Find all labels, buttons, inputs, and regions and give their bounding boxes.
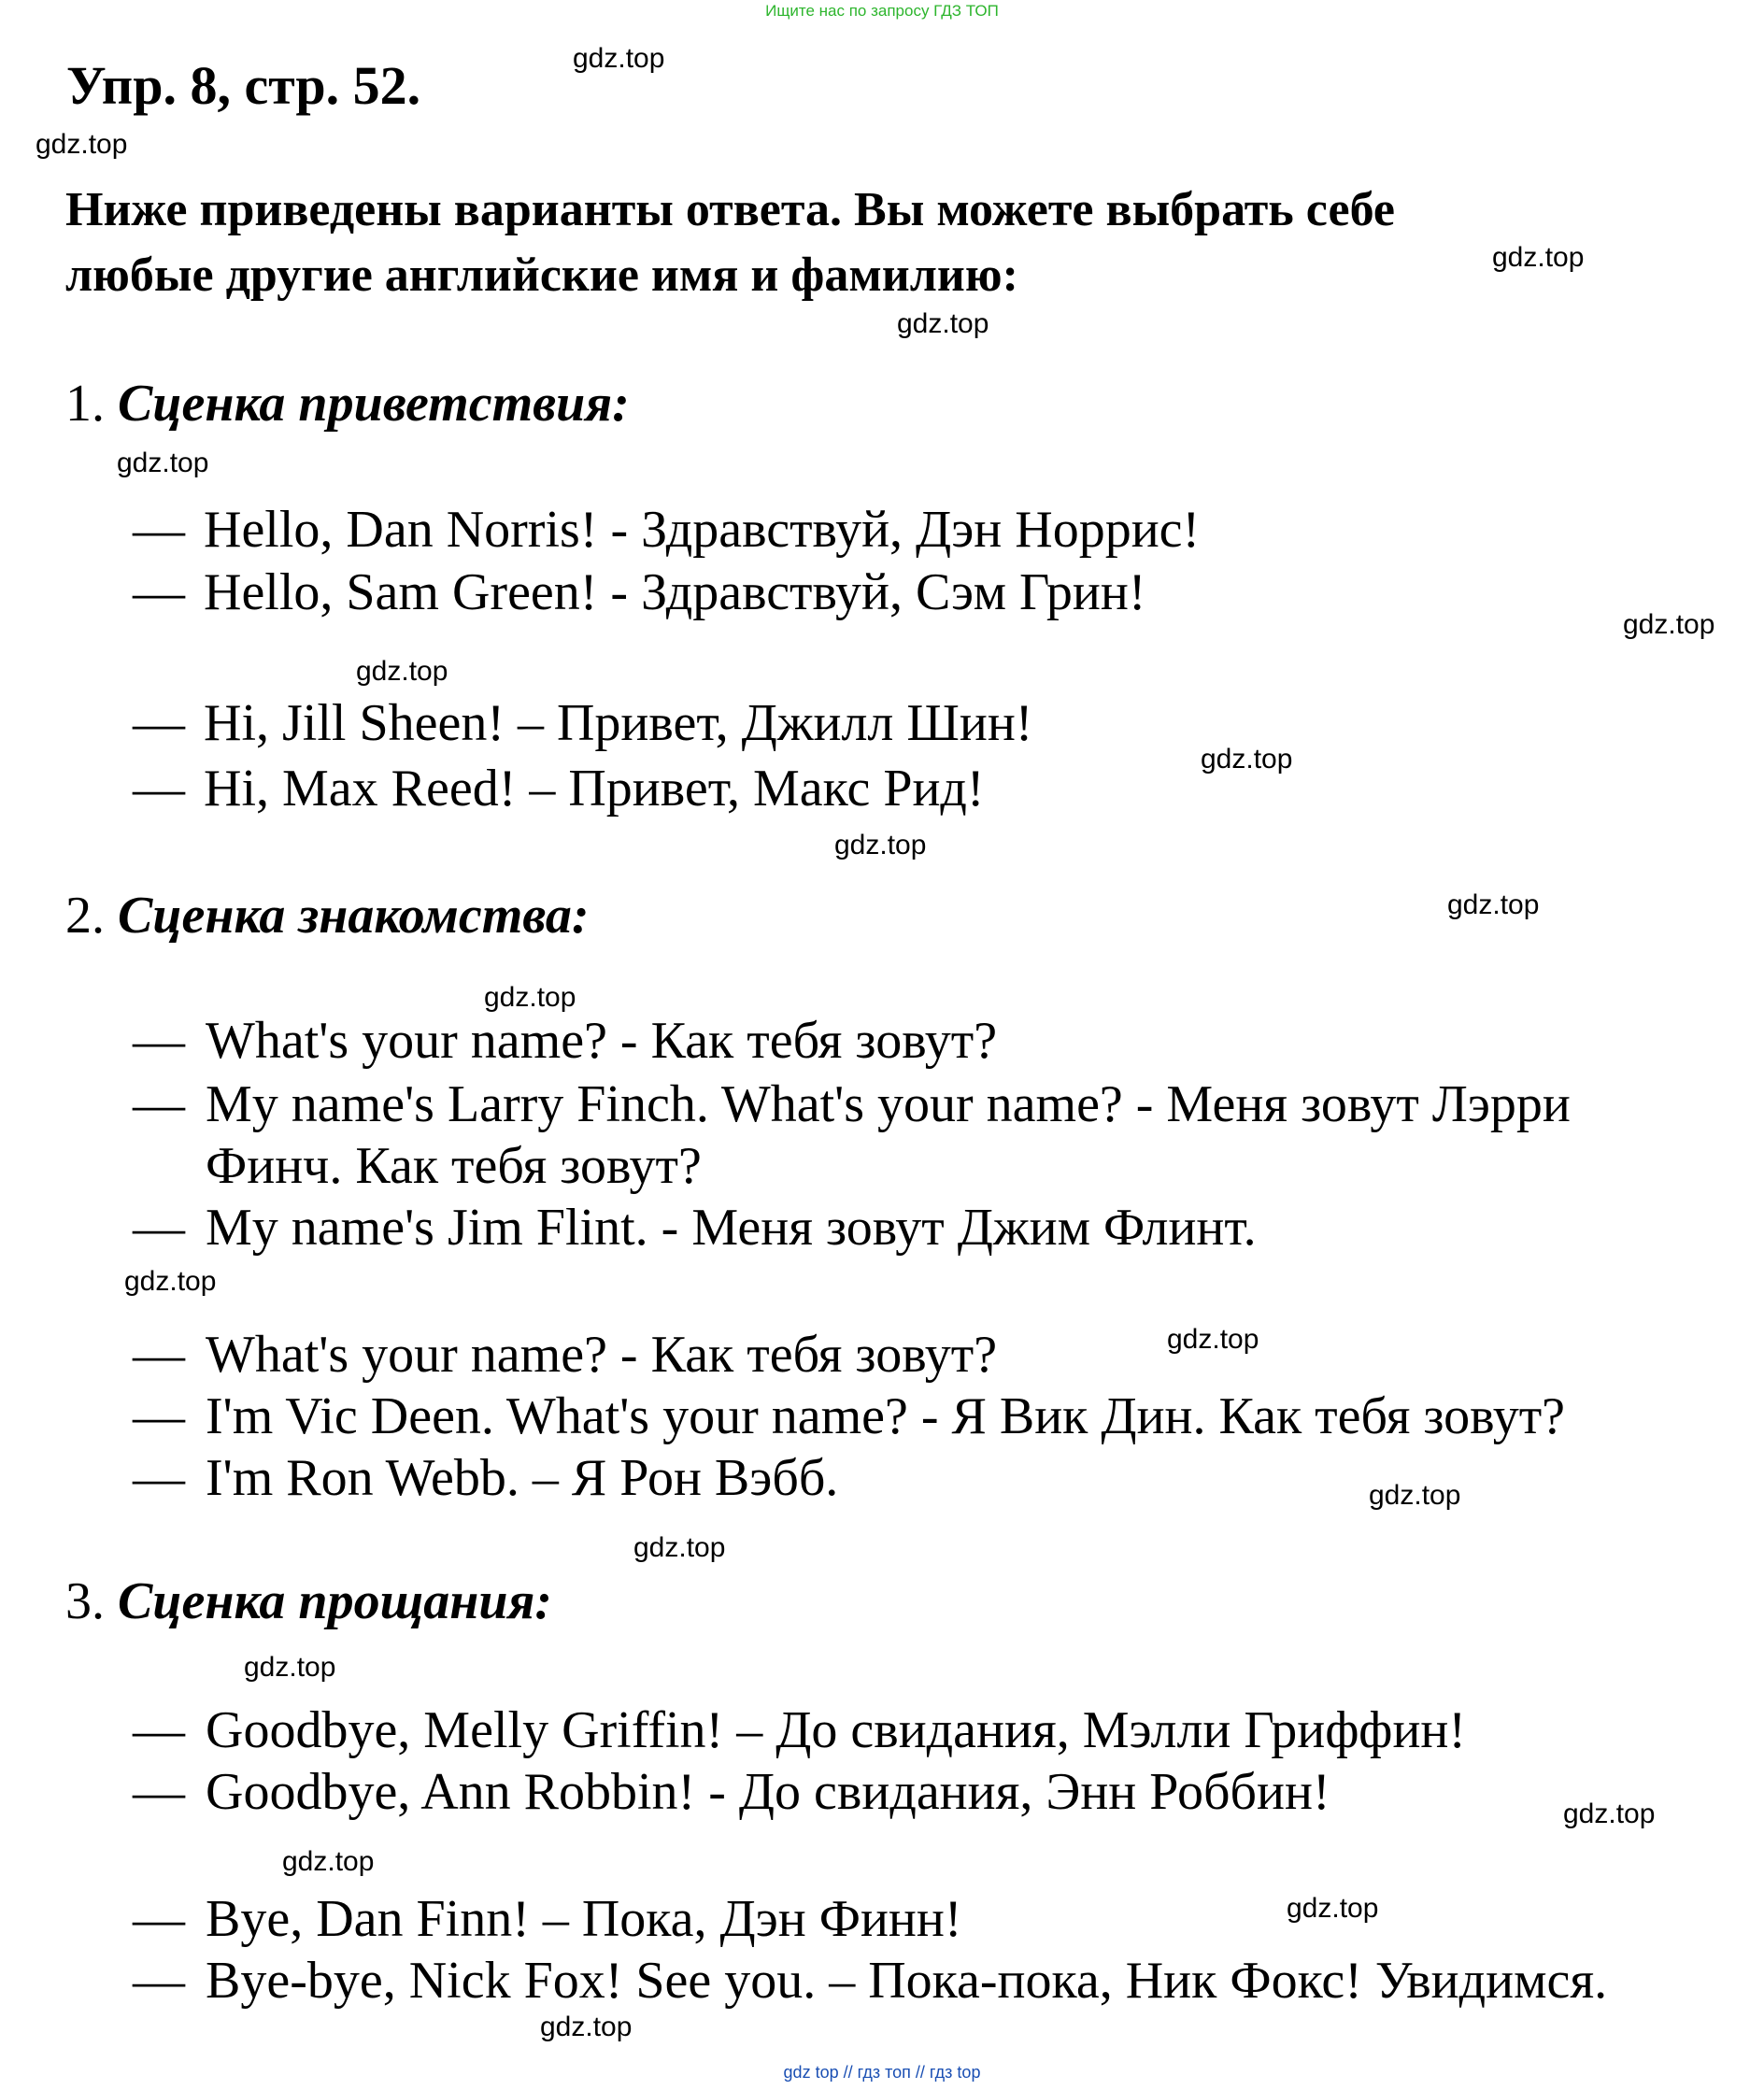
dialogue-dash: —: [133, 1449, 185, 1507]
dialogue-dash: —: [133, 1326, 185, 1384]
watermark: gdz.top: [282, 1846, 375, 1877]
watermark: gdz.top: [356, 656, 448, 687]
intro-text: [65, 178, 1395, 308]
watermark: gdz.top: [1563, 1799, 1656, 1829]
dialogue-line: Bye, Dan Finn! – Пока, Дэн Финн!: [206, 1890, 962, 1948]
watermark: gdz.top: [1201, 744, 1293, 775]
watermark: gdz.top: [244, 1652, 336, 1683]
dialogue-line: Hi, Max Reed! – Привет, Макс Рид!: [204, 760, 985, 818]
section-number: 1.: [65, 375, 105, 433]
dialogue-line: My name's Jim Flint. - Меня зовут Джим Флинт.: [206, 1199, 1257, 1257]
section-title: Сценка знакомства:: [118, 887, 590, 945]
bottom-banner[interactable]: gdz top // гдз топ // гдз top: [783, 2063, 981, 2082]
dialogue-line-continuation: Финч. Как тебя зовут?: [206, 1137, 702, 1195]
intro-line: любые другие английские имя и фамилию:: [65, 249, 1018, 302]
section-heading-farewell: [65, 1571, 552, 1631]
dialogue-line: Hello, Dan Norris! - Здравствуй, Дэн Норрис!: [204, 501, 1201, 559]
dialogue-line: What's your name? - Как тебя зовут?: [206, 1012, 998, 1070]
dialogue-line: I'm Ron Webb. – Я Рон Вэбб.: [206, 1449, 839, 1507]
watermark: gdz.top: [540, 2012, 633, 2042]
dialogue-line: Goodbye, Melly Griffin! – До свидания, Мэлли Гриффин!: [206, 1701, 1467, 1759]
section-number: 2.: [65, 887, 105, 945]
dialogue-line: Hi, Jill Sheen! – Привет, Джилл Шин!: [204, 694, 1033, 752]
dialogue-dash: —: [133, 694, 185, 752]
dialogue-dash: —: [133, 1012, 185, 1070]
watermark: gdz.top: [124, 1266, 217, 1297]
watermark: gdz.top: [573, 43, 665, 74]
section-heading-greeting: [65, 374, 630, 434]
watermark: gdz.top: [834, 830, 927, 860]
dialogue-line: What's your name? - Как тебя зовут?: [206, 1326, 998, 1384]
watermark: gdz.top: [1623, 609, 1715, 640]
dialogue-dash: —: [133, 563, 185, 621]
watermark: gdz.top: [36, 129, 128, 160]
section-title: Сценка прощания:: [118, 1572, 552, 1630]
dialogue-dash: —: [133, 760, 185, 818]
exercise-title: Упр. 8, стр. 52.: [66, 55, 421, 116]
dialogue-line: My name's Larry Finch. What's your name? - Меня зовут Лэрри: [206, 1075, 1571, 1133]
watermark: gdz.top: [1447, 889, 1540, 920]
watermark: gdz.top: [484, 982, 576, 1013]
watermark: gdz.top: [1369, 1480, 1461, 1511]
watermark: gdz.top: [117, 448, 209, 478]
dialogue-dash: —: [133, 1952, 185, 2010]
watermark: gdz.top: [1167, 1324, 1259, 1355]
dialogue-dash: —: [133, 1890, 185, 1948]
dialogue-dash: —: [133, 1075, 185, 1133]
dialogue-dash: —: [133, 1763, 185, 1821]
dialogue-dash: —: [133, 501, 185, 559]
dialogue-dash: —: [133, 1387, 185, 1445]
section-number: 3.: [65, 1572, 105, 1630]
section-heading-introduction: [65, 886, 590, 945]
dialogue-line: Goodbye, Ann Robbin! - До свидания, Энн Роббин!: [206, 1763, 1330, 1821]
section-title: Сценка приветствия:: [118, 375, 630, 433]
dialogue-dash: —: [133, 1199, 185, 1257]
watermark: gdz.top: [633, 1532, 726, 1563]
dialogue-line: I'm Vic Deen. What's your name? - Я Вик Дин. Как тебя зовут?: [206, 1387, 1566, 1445]
watermark: gdz.top: [1287, 1893, 1379, 1924]
dialogue-dash: —: [133, 1701, 185, 1759]
top-banner[interactable]: Ищите нас по запросу ГДЗ ТОП: [765, 2, 999, 20]
watermark: gdz.top: [897, 308, 989, 339]
watermark: gdz.top: [1492, 242, 1585, 273]
dialogue-line: Bye-bye, Nick Fox! See you. – Пока-пока, Ник Фокс! Увидимся.: [206, 1952, 1608, 2010]
intro-line: Ниже приведены варианты ответа. Вы можете выбрать себе: [65, 183, 1395, 236]
dialogue-line: Hello, Sam Green! - Здравствуй, Сэм Грин!: [204, 563, 1146, 621]
